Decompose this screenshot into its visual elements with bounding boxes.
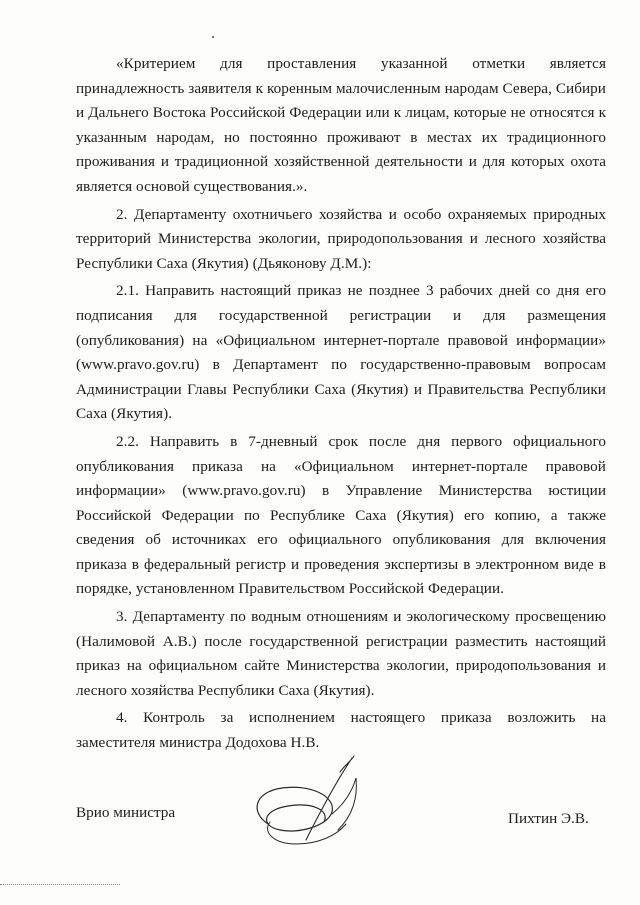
signatory-name: Пихтин Э.В. <box>508 810 589 827</box>
handwritten-signature <box>240 752 380 862</box>
paragraph-2-2: 2.2. Направить в 7-дневный срок после дня первого официального опубликования приказа на «Официальном интернет-портале правовой информации» (www.pravo.gov.ru) в Управление Министерства юстиции Российской Федерации по Республике Саха (Якутия) его копию, а также сведения об источниках его официального опубликования для включения приказа в федеральный регистр и проведения экспертизы в электронном виде в порядке, установленном Правительством Российской Федерации. <box>76 432 606 598</box>
signatory-title: Врио министра <box>76 804 176 821</box>
paragraph-criterion: «Критерием для проставления указанной отметки является принадлежность заявителя к коренным малочисленным народам Севера, Сибири и Дальнего Востока Российской Федерации или к лицам, которые не относятся к указанным народам, но постоянно проживают в местах их традиционного проживания и традиционной хозяйственной деятельности и для которых охота является основой существования.». <box>76 55 606 195</box>
document-body <box>76 52 606 759</box>
paragraph-3: 3. Департаменту по водным отношениям и экологическому просвещению (Налимовой А.В.) после государственной регистрации разместить настоящий приказ на официальном сайте Министерства экологии, природопользования и лесного хозяйства Республики Саха (Якутия). <box>76 608 606 699</box>
bottom-divider <box>0 884 120 885</box>
paragraph-2: 2. Департаменту охотничьего хозяйства и особо охраняемых природных территорий Министерства экологии, природопользования и лесного хозяйства Республики Саха (Якутия) (Дьяконову Д.М.): <box>76 205 606 272</box>
paragraph-4: 4. Контроль за исполнением настоящего приказа возложить на заместителя министра Додохова Н.В. <box>76 709 606 752</box>
scan-speck <box>212 36 214 38</box>
paragraph-2-1: 2.1. Направить настоящий приказ не позднее 3 рабочих дней со дня его подписания для государственной регистрации и для размещения (опубликования) на «Официальном интернет-портале правовой информации» (www.pravo.gov.ru) в Департамент по государственно-правовым вопросам Администрации Главы Республики Саха (Якутия) и Правительства Республики Саха (Якутия). <box>76 282 606 423</box>
